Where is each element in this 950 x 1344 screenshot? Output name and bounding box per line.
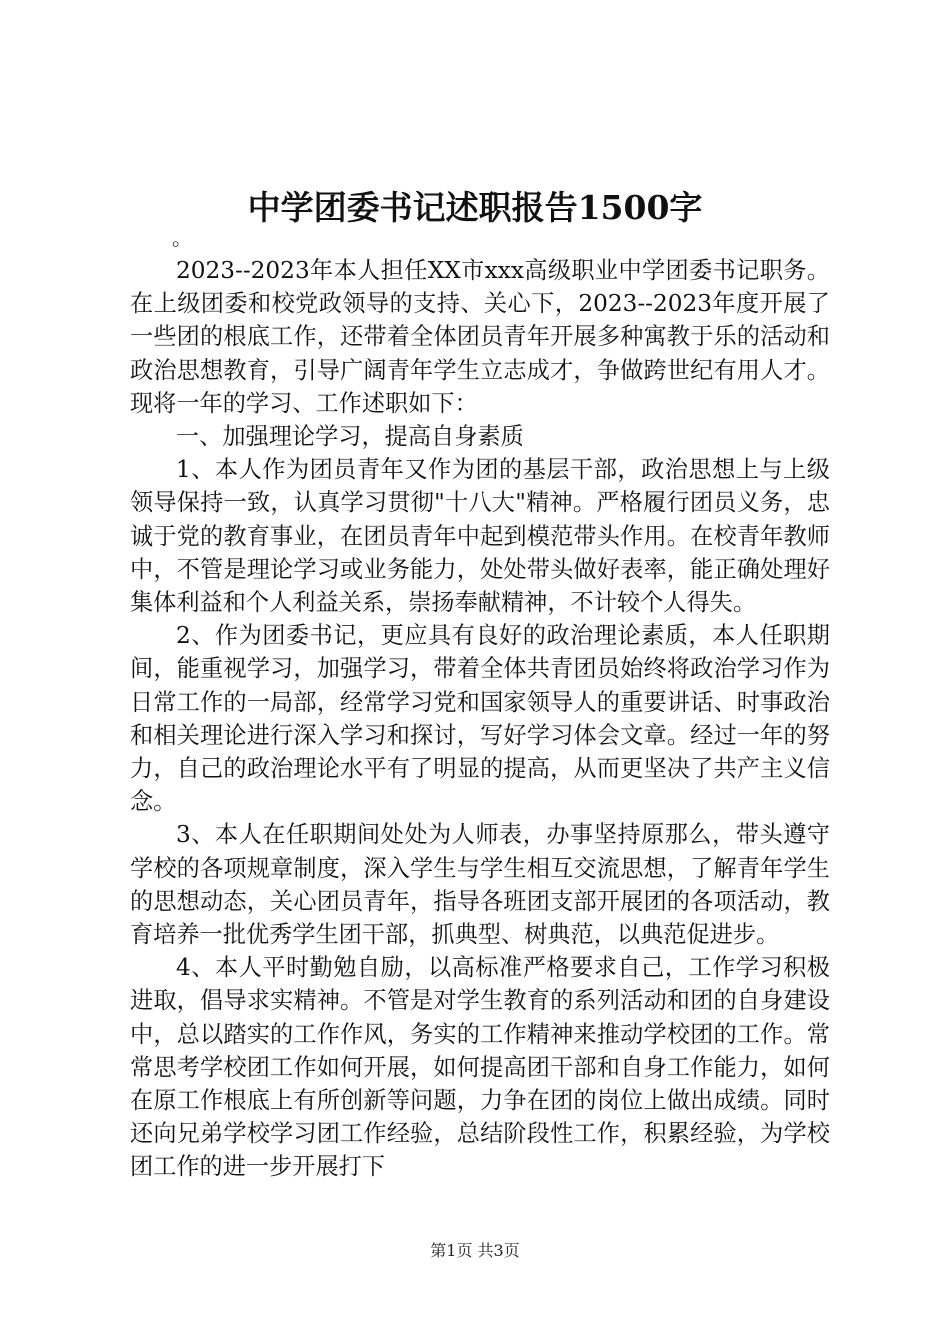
- section-heading-theory-study: 一、加强理论学习，提高自身素质: [176, 423, 524, 451]
- paragraph-item-4: 4、本人平时勤勉自励，以高标准严格要求自己，工作学习积极进取，倡导求实精神。不管是对学生教育的系列活动和团的自身建设中，总以踏实的工作作风，务实的工作精神来推动学校团的工作。常常思考学校团工作如何开展，如何提高团干部和自身工作能力，如何在原工作根底上有所创新等问题，力争在团的岗位上做出成绩。同时还向兄弟学校学习团工作经验，总结阶段性工作，积累经验，为学校团工作的进一步开展打下: [130, 954, 830, 1181]
- document-body: [130, 254, 830, 1184]
- paragraph-intro: 2023--2023年本人担任XX市xxx高级职业中学团委书记职务。在上级团委和校党政领导的支持、关心下，2023--2023年度开展了一些团的根底工作，还带着全体团员青年开展多种寓教于乐的活动和政治思想教育，引导广阔青年学生立志成才，争做跨世纪有用人才。现将一年的学习、工作述职如下：: [130, 257, 830, 417]
- paragraph-item-3: 3、本人在任职期间处处为人师表，办事坚持原那么，带头遵守学校的各项规章制度，深入学生与学生相互交流思想，了解青年学生的思想动态，关心团员青年，指导各班团支部开展团的各项活动，教育培养一批优秀学生团干部，抓典型、树典范，以典范促进步。: [130, 821, 830, 949]
- paragraph-item-2: 2、作为团委书记，更应具有良好的政治理论素质，本人任职期间，能重视学习，加强学习，带着全体共青团员始终将政治学习作为日常工作的一局部，经常学习党和国家领导人的重要讲话、时事政治和相关理论进行深入学习和探讨，写好学习体会文章。经过一年的努力，自己的政治理论水平有了明显的提高，从而更坚决了共产主义信念。: [130, 622, 830, 816]
- document-title: 中学团委书记述职报告1500字: [247, 188, 703, 227]
- lead-mark: 。: [172, 226, 192, 250]
- page-footer: 第1页 共3页: [430, 1241, 520, 1260]
- paragraph-item-1: 1、本人作为团员青年又作为团的基层干部，政治思想上与上级领导保持一致，认真学习贯彻"十八大"精神。严格履行团员义务，忠诚于党的教育事业，在团员青年中起到模范带头作用。在校青年教师中，不管是理论学习或业务能力，处处带头做好表率，能正确处理好集体利益和个人利益关系，崇扬奉献精神，不计较个人得失。: [130, 456, 830, 617]
